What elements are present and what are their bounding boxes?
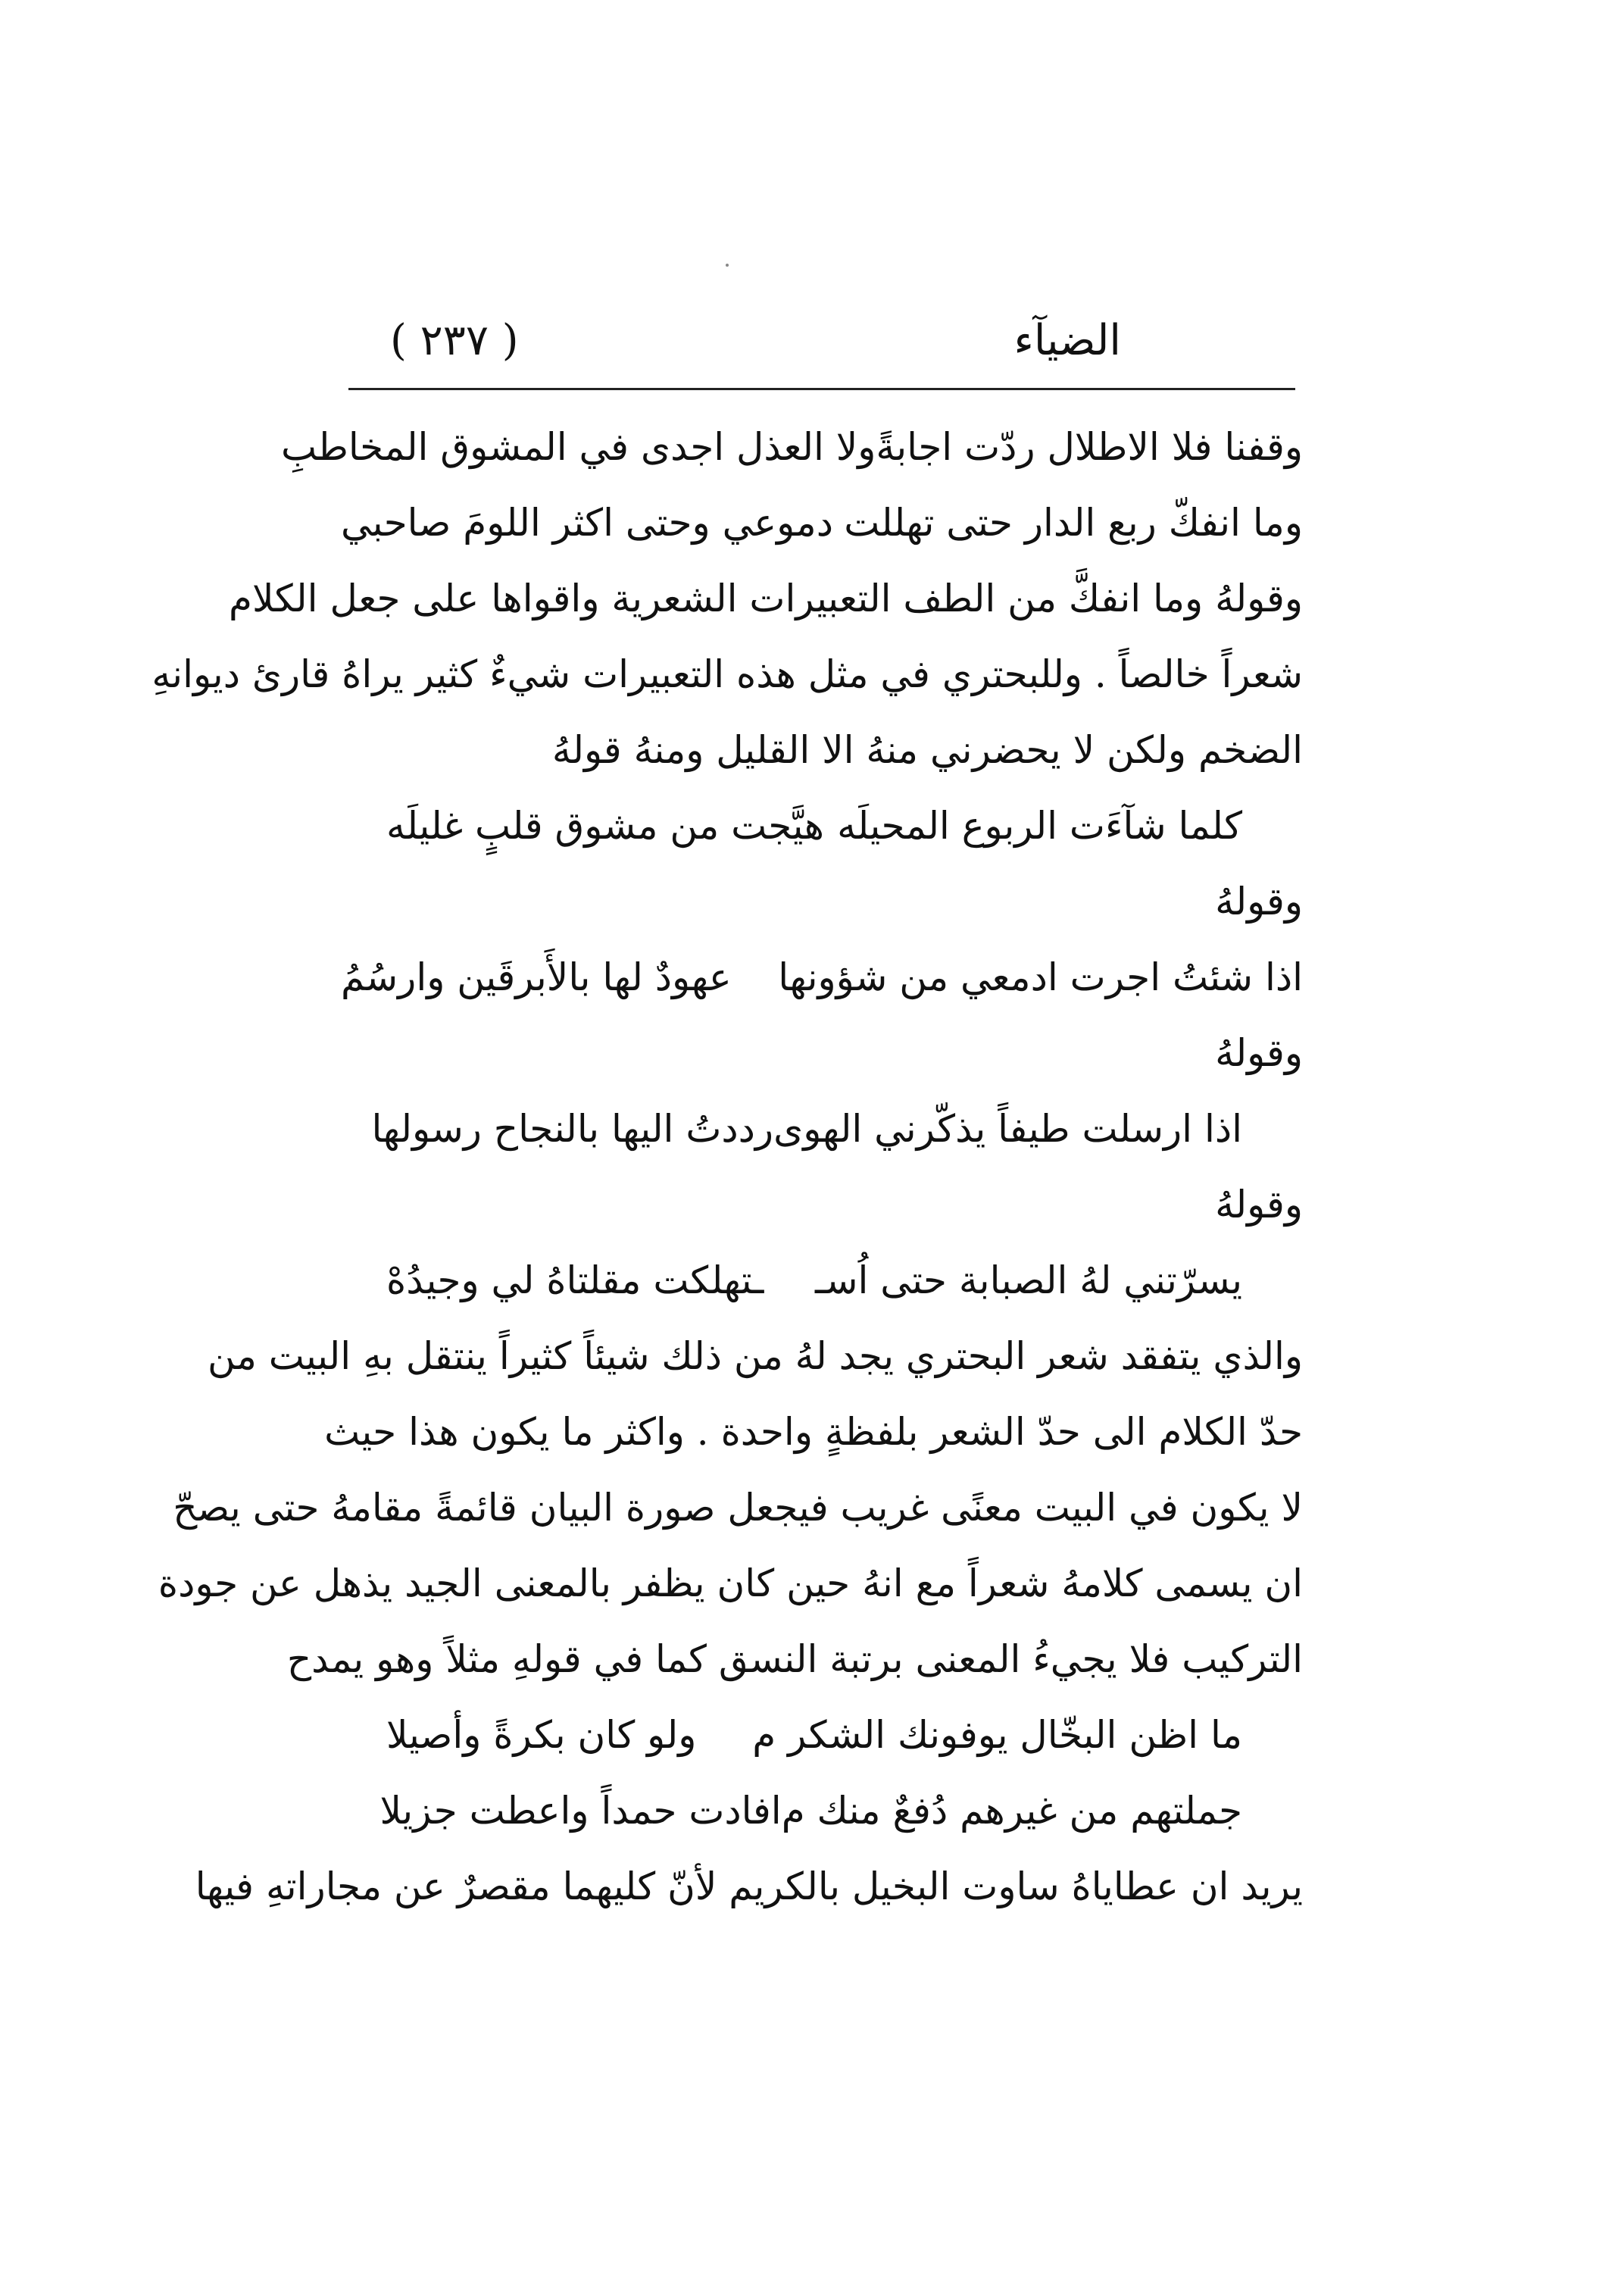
verse-line [341,939,1303,1015]
verse-second-hemistich: ولا العذل اجدى في المشوق المخاطبِ [281,425,876,469]
text-line: والذي يتفقد شعر البحتري يجد لهُ من ذلك شيئاً كثيراً ينتقل بهِ البيت من [208,1334,1303,1378]
page-header [348,303,1295,379]
text-line: شعراً خالصاً . وللبحتري في مثل هذه التعبيرات شيءٌ كثير يراهُ قارئ ديوانهِ [151,652,1303,696]
verse-first-hemistich: وقفنا فلا الاطلال ردّت اجابةً [876,425,1303,469]
text-line: التركيب فلا يجيءُ المعنى برتبة النسق كما في قولهِ مثلاً وهو يمدح [286,1637,1303,1681]
verse-first-hemistich: وما انفكّ ربع الدار حتى تهللت [844,501,1303,545]
text-line: وقولهُ [1215,880,1303,924]
verse-first-hemistich: اذا ارسلت طيفاً يذكّرني الهوى [773,1107,1242,1151]
speck [726,264,729,267]
text-line: وقولهُ وما انفكَّ من الطف التعبيرات الشعرية واقواها على جعل الكلام [229,577,1303,620]
verse-first-hemistich: كلما شآءَت الربوع المحيلَه [837,804,1242,848]
verse-first-hemistich: يسرّتني لهُ الصبابة حتى اُسـ [814,1258,1242,1302]
verse-line [341,1697,1303,1773]
header-rule [348,388,1295,390]
text-line: يريد ان عطاياهُ ساوت البخيل بالكريم لأنّ كليهما مقصرٌ عن مجاراتهِ فيها [195,1864,1303,1908]
page-number: ( ٢٣٧ ) [390,316,519,365]
verse-second-hemistich: رددتُ اليها بالنجاح رسولها [371,1107,774,1151]
text-line: الضخم ولكن لا يحضرني منهُ الا القليل ومنهُ قولهُ [551,728,1303,772]
verse-line [341,1242,1303,1318]
verse-line [341,788,1303,864]
verse-second-hemistich: هيَّجت من مشوق قلبٍ غليلَه [386,804,824,848]
verse-second-hemistich: افادت حمداً واعطت جزيلا [379,1789,782,1833]
text-line: وقولهُ [1215,1031,1303,1075]
verse-line [341,485,1303,561]
text-line: ان يسمى كلامهُ شعراً مع انهُ حين كان يظفر بالمعنى الجيد يذهل عن جودة [158,1561,1303,1605]
verse-second-hemistich: عهودٌ لها بالأَبرقَين وارسُمُ [341,955,732,999]
verse-first-hemistich: ما اظن البخّال يوفونك الشكر م [752,1713,1242,1757]
verse-first-hemistich: جملتهم من غيرهم دُفعٌ منك م [781,1789,1242,1833]
text-line: حدّ الكلام الى حدّ الشعر بلفظةٍ واحدة . واكثر ما يكون هذا حيث [324,1410,1303,1454]
verse-line [341,1773,1303,1849]
verse-line [281,409,1303,485]
verse-second-hemistich: ولو كان بكرةً وأصيلا [386,1713,697,1757]
verse-line [341,1091,1303,1167]
verse-second-hemistich: دموعي وحتى اكثر اللومَ صاحبي [341,501,833,545]
verse-first-hemistich: اذا شئتُ اجرت ادمعي من شؤونها [778,955,1303,999]
page-body [151,409,1303,1924]
page-title: الضيآء [1013,316,1121,365]
text-line: لا يكون في البيت معنًى غريب فيجعل صورة البيان قائمةً مقامهُ حتى يصحّ [173,1486,1303,1530]
verse-second-hemistich: ـتهلكت مقلتاهُ لي وجيدُهْ [386,1258,764,1302]
text-line: وقولهُ [1215,1183,1303,1227]
